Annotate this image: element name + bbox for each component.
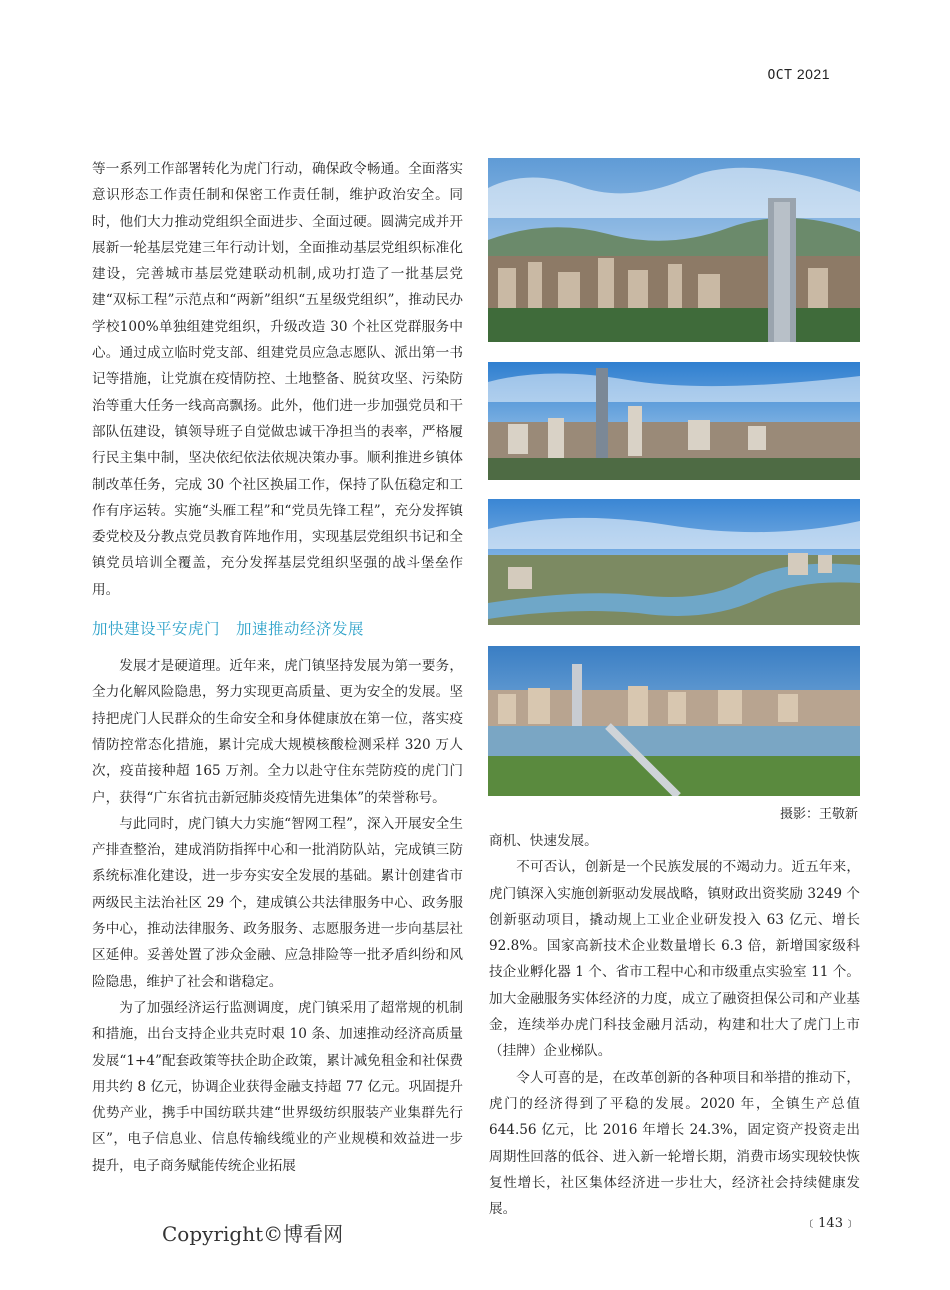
page-number-value: 143	[818, 1216, 843, 1231]
left-column	[92, 156, 463, 1179]
left-paragraph-1: 等一系列工作部署转化为虎门行动，确保政令畅通。全面落实意识形态工作责任制和保密工作责任制，维护政治安全。同时，他们大力推动党组织全面进步、全面过硬。圆满完成并开展新一轮基层党建三年行动计划，全面推动基层党组织标准化建设，完善城市基层党建联动机制,成功打造了一批基层党建“双标工程”示范点和“两新”组织“五星级党组织”，推动民办学校100%单独组建党组织，升级改造 30 个社区党群服务中心。通过成立临时党支部、组建党员应急志愿队、派出第一书记等措施，让党旗在疫情防控、土地整备、脱贫攻坚、污染防治等重大任务一线高高飘扬。此外，他们进一步加强党员和干部队伍建设，镇领导班子自觉做忠诚干净担当的表率，严格履行民主集中制，坚决依纪依法依规决策办事。顺利推进乡镇体制改革任务，完成 30 个社区换届工作，保持了队伍稳定和工作有序运转。实施“头雁工程”和“党员先锋工程”，充分发挥镇委党校及分教点党员教育阵地作用，实现基层党组织书记和全镇党员培训全覆盖，充分发挥基层党组织坚强的战斗堡垒作用。	[92, 161, 463, 598]
river-panorama-photo	[488, 499, 860, 625]
copyright-notice: Copyright©博看网	[162, 1222, 344, 1246]
issue-year: 2021	[796, 66, 830, 82]
left-paragraph-3: 与此同时，虎门镇大力实施“智网工程”，深入开展安全生产排查整治，建成消防指挥中心和一批消防队站，完成镇三防系统标准化建设，进一步夯实安全发展的基础。累计创建省市两级民主法治社区 29 个，建成镇公共法律服务中心、政务服务中心，推动法律服务、政务服务、志愿服务进一步向基层社区延伸。妥善处置了涉众金融、应急排险等一批矛盾纠纷和风险隐患，维护了社会和谐稳定。	[92, 815, 463, 990]
city-panorama-photo	[488, 362, 860, 480]
left-paragraph-4: 为了加强经济运行监测调度，虎门镇采用了超常规的机制和措施，出台支持企业共克时艰 10 条、加速推动经济高质量发展“1+4”配套政策等扶企助企政策，累计减免租金和社保费用共约 8 亿元，协调企业获得金融支持超 77 亿元。巩固提升优势产业，携手中国纺联共建“世界级纺织服装产业集群先行区”，电子信息业、信息传输线缆业的产业规模和效益进一步提升，电子商务赋能传统企业拓展	[92, 999, 463, 1174]
city-skyline-photo	[488, 158, 860, 342]
right-paragraph-3: 令人可喜的是，在改革创新的各种项目和举措的推动下，虎门的经济得到了平稳的发展。2020 年，全镇生产总值 644.56 亿元，比 2016 年增长 24.3%，固定资产投资走出周期性回落的低谷、进入新一轮增长期，消费市场实现较快恢复性增长，社区集体经济进一步壮大，经济社会持续健康发展。	[489, 1069, 860, 1218]
issue-month: OCT	[767, 68, 793, 83]
river-bridge-photo	[488, 646, 860, 796]
page-number: ﹝143﹞	[805, 1216, 856, 1231]
right-paragraph-1: 商机、快速发展。	[489, 833, 598, 849]
right-paragraph-2: 不可否认，创新是一个民族发展的不竭动力。近五年来，虎门镇深入实施创新驱动发展战略，镇财政出资奖励 3249 个创新驱动项目，撬动规上工业企业研发投入 63 亿元、增长 92.8%。国家高新技术企业数量增长 6.3 倍，新增国家级科技企业孵化器 1 个、省市工程中心和市级重点实验室 11 个。加大金融服务实体经济的力度，成立了融资担保公司和产业基金，连续举办虎门科技金融月活动，构建和壮大了虎门上市（挂牌）企业梯队。	[489, 859, 860, 1060]
photo-credit: 摄影：王敬新	[779, 807, 858, 822]
section-heading: 加快建设平安虎门 加速推动经济发展	[92, 620, 365, 639]
left-paragraph-2: 发展才是硬道理。近年来，虎门镇坚持发展为第一要务，全力化解风险隐患，努力实现更高质量、更为安全的发展。坚持把虎门人民群众的生命安全和身体健康放在第一位，落实疫情防控常态化措施，累计完成大规模核酸检测采样 320 万人次，疫苗接种超 165 万剂。全力以赴守住东莞防疫的虎门门户，获得“广东省抗击新冠肺炎疫情先进集体”的荣誉称号。	[92, 658, 463, 806]
issue-date	[767, 66, 830, 83]
right-column	[489, 828, 860, 1222]
